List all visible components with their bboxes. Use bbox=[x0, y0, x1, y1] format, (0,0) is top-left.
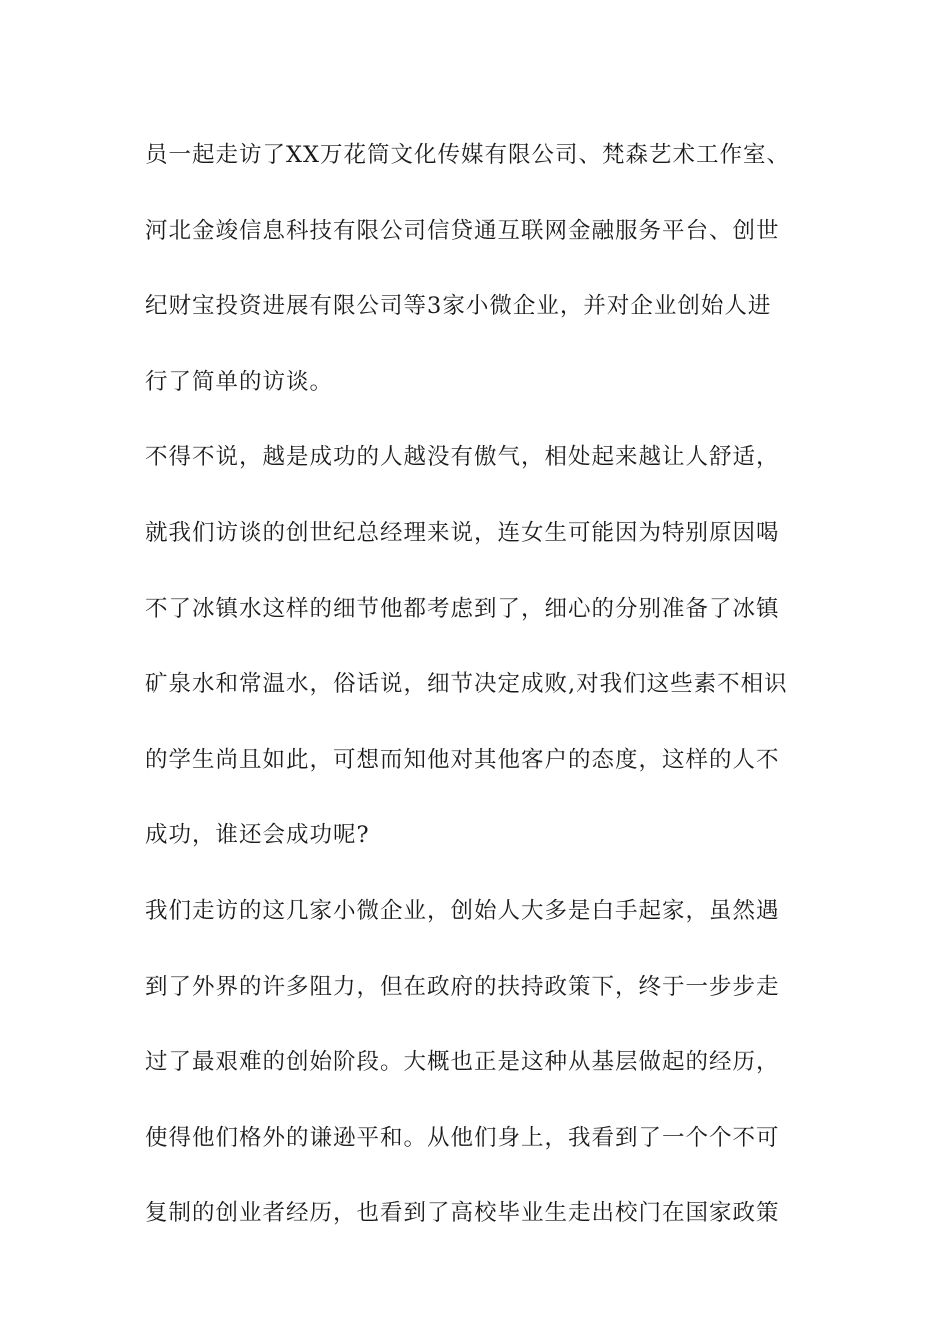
text-line: 矿泉水和常温水，俗话说，细节决定成败,对我们这些素不相识 bbox=[145, 671, 788, 698]
text-line: 的学生尚且如此，可想而知他对其他客户的态度，这样的人不 bbox=[145, 746, 780, 773]
text-line: 过了最艰难的创始阶段。大概也正是这种从基层做起的经历， bbox=[145, 1049, 780, 1076]
text-line: 到了外界的许多阻力，但在政府的扶持政策下，终于一步步走 bbox=[145, 973, 780, 1000]
text-line: 纪财宝投资进展有限公司等3家小微企业，并对企业创始人进 bbox=[145, 293, 772, 320]
text-line: 行了简单的访谈。 bbox=[145, 368, 334, 395]
text-line: 我们走访的这几家小微企业，创始人大多是白手起家，虽然遇 bbox=[145, 897, 780, 924]
text-line: 使得他们格外的谦逊平和。从他们身上，我看到了一个个不可 bbox=[145, 1124, 780, 1151]
text-line: 不得不说，越是成功的人越没有傲气，相处起来越让人舒适， bbox=[145, 444, 780, 471]
text-line: 不了冰镇水这样的细节他都考虑到了，细心的分别准备了冰镇 bbox=[145, 595, 780, 622]
text-line: 员一起走访了XX万花筒文化传媒有限公司、梵森艺术工作室、 bbox=[145, 142, 791, 168]
text-line: 河北金竣信息科技有限公司信贷通互联网金融服务平台、创世 bbox=[145, 217, 780, 244]
text-line: 复制的创业者经历，也看到了高校毕业生走出校门在国家政策 bbox=[145, 1200, 780, 1227]
text-line: 就我们访谈的创世纪总经理来说，连女生可能因为特别原因喝 bbox=[145, 519, 780, 546]
text-line: 成功，谁还会成功呢? bbox=[145, 822, 370, 849]
body-text bbox=[145, 126, 815, 1260]
